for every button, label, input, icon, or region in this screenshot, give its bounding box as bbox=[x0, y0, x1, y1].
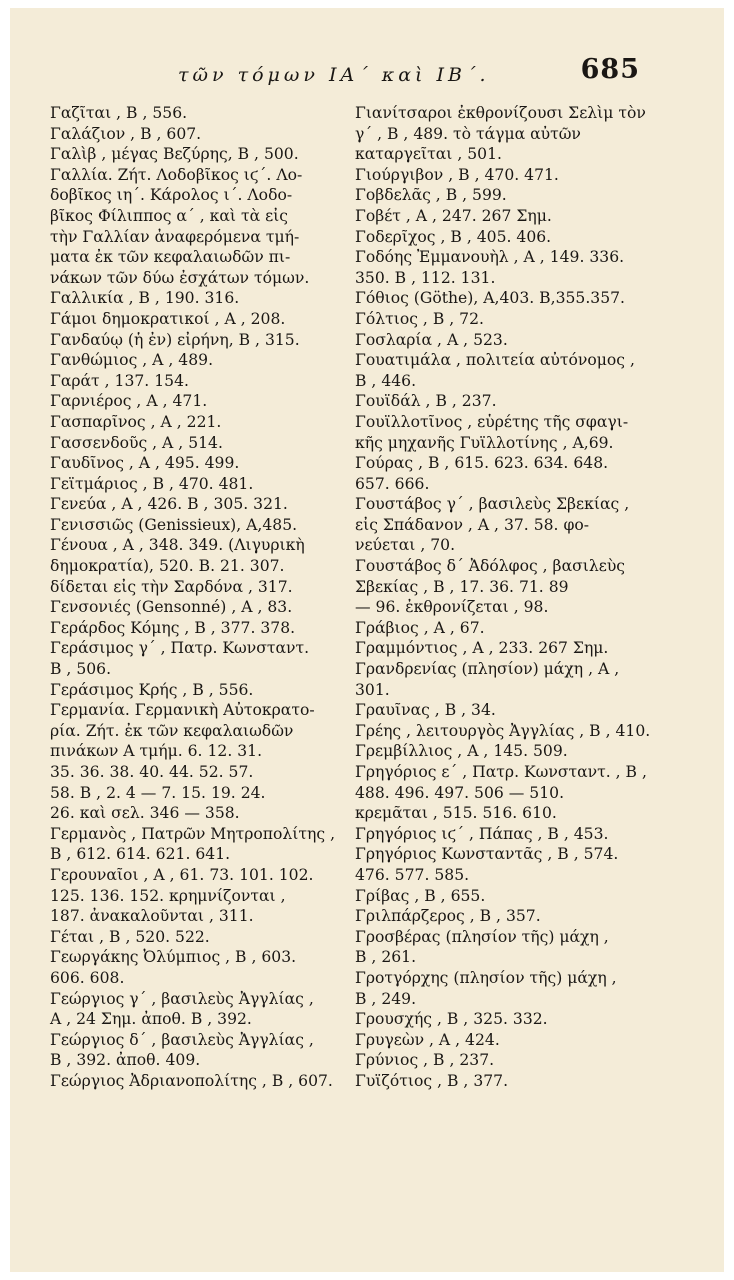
index-entry-line: Γρεμβίλλιος , Α , 145. 509. bbox=[355, 742, 568, 761]
index-entry bbox=[355, 1030, 651, 1051]
index-entry bbox=[50, 350, 350, 371]
index-entry-line: ρία. Ζήτ. ἐκ τῶν κεφαλαιωδῶν bbox=[50, 721, 294, 740]
index-entry-line: Γένουα , Α , 348. 349. (Λιγυρικὴ bbox=[50, 536, 305, 555]
index-entry-line: Γοβέτ , Α , 247. 267 Σημ. bbox=[355, 206, 552, 225]
index-entry bbox=[50, 1071, 350, 1092]
index-entry-line: πινάκων Α τμήμ. 6. 12. 31. bbox=[50, 742, 263, 761]
index-entry bbox=[355, 330, 651, 351]
index-entry-line: Γενισσιῶς (Genissieux), Α,485. bbox=[50, 515, 298, 534]
index-entry-line: κρεμᾶται , 515. 516. 610. bbox=[355, 804, 557, 823]
index-entry bbox=[355, 494, 651, 556]
index-entry bbox=[50, 412, 350, 433]
index-entry-line: εἰς Σπάδανον , Α , 37. 58. φο- bbox=[355, 515, 590, 534]
index-entry-line: Γοδερῖχος , Β , 405. 406. bbox=[355, 227, 552, 246]
index-entry-line: Γροσβέρας (πλησίον τῆς) μάχη , bbox=[355, 927, 609, 946]
index-entry-line: Γεώργιος Ἀδριανοπολίτης , Β , 607. bbox=[50, 1071, 333, 1090]
index-entry-line: Γεράσιμος Κρής , Β , 556. bbox=[50, 680, 254, 699]
index-entry-line: Γυϊζότιος , Β , 377. bbox=[355, 1071, 509, 1090]
index-entry bbox=[50, 638, 350, 679]
index-entry-line: Γιανίτσαροι ἐκθρονίζουσι Σελὶμ τὸν bbox=[355, 104, 646, 122]
index-entry-line: τὴν Γαλλίαν ἀναφερόμενα τμή- bbox=[50, 227, 300, 246]
index-entry-line: Σβεκίας , Β , 17. 36. 71. 89 bbox=[355, 577, 569, 596]
index-entry-line: Γεϊτμάριος , Β , 470. 481. bbox=[50, 474, 254, 493]
index-entry bbox=[50, 927, 350, 948]
index-entry-line: Γόθιος (Göthe), Α,403. Β,355.357. bbox=[355, 289, 626, 308]
index-entry-line: Γοδόης Ἐμμανουὴλ , Α , 149. 336. bbox=[355, 248, 625, 267]
index-entry-line: ματα ἐκ τῶν κεφαλαιωδῶν πι- bbox=[50, 248, 291, 267]
index-entry bbox=[355, 762, 651, 824]
index-entry bbox=[50, 989, 350, 1030]
index-entry-line: Γουϊδάλ , Β , 237. bbox=[355, 392, 497, 411]
index-entry-line: 606. 608. bbox=[50, 968, 125, 987]
index-entry bbox=[355, 700, 651, 721]
index-entry-line: 58. Β , 2. 4 — 7. 15. 19. 24. bbox=[50, 783, 266, 802]
index-entry bbox=[355, 638, 651, 659]
index-entry bbox=[355, 1050, 651, 1071]
index-entry bbox=[50, 680, 350, 701]
index-entry bbox=[50, 309, 350, 330]
index-entry-line: Γεράρδος Κόμης , Β , 377. 378. bbox=[50, 618, 296, 637]
index-entry bbox=[50, 144, 350, 165]
index-entry-line: Γρηγόριος ιϛ΄ , Πάπας , Β , 453. bbox=[355, 824, 609, 843]
index-entry-line: δοβῖκος ιη΄. Κάρολος ι΄. Λοδο- bbox=[50, 186, 293, 205]
index-entry-line: 301. bbox=[355, 680, 390, 699]
index-entry-line: Γραμμόντιος , Α , 233. 267 Σημ. bbox=[355, 639, 609, 658]
index-entry bbox=[50, 371, 350, 392]
index-entry-line: Γρηγόριος Κωνσταντᾶς , Β , 574. bbox=[355, 845, 619, 864]
index-entry bbox=[355, 741, 651, 762]
index-entry bbox=[50, 947, 350, 988]
index-entry bbox=[355, 1071, 651, 1092]
index-entry bbox=[50, 865, 350, 927]
index-entry bbox=[355, 206, 651, 227]
index-entry-line: Γαζῖται , Β , 556. bbox=[50, 104, 188, 122]
index-entry-line: Γαλλία. Ζήτ. Λοδοβῖκος ιϛ΄. Λο- bbox=[50, 165, 303, 184]
index-entry bbox=[50, 103, 350, 124]
index-entry bbox=[355, 927, 651, 968]
index-entry bbox=[50, 288, 350, 309]
index-entry-line: Γεώργιος γ΄ , βασιλεὺς Ἀγγλίας , bbox=[50, 989, 314, 1008]
index-entry bbox=[50, 618, 350, 639]
index-entry-line: Γεωργάκης Ὀλύμπιος , Β , 603. bbox=[50, 948, 297, 967]
index-entry-line: Γρυγεὼν , Α , 424. bbox=[355, 1030, 500, 1049]
index-entry bbox=[50, 330, 350, 351]
index-entry-line: Γραυῖνας , Β , 34. bbox=[355, 701, 496, 720]
index-entry bbox=[50, 474, 350, 495]
page-number: 685 bbox=[580, 54, 640, 85]
index-entry-line: Γερουναῖοι , Α , 61. 73. 101. 102. bbox=[50, 865, 314, 884]
index-entry bbox=[355, 350, 651, 391]
index-entry-line: κῆς μηχανῆς Γυϊλλοτίνης , Α,69. bbox=[355, 433, 614, 452]
index-entry-line: Γουστάβος γ΄ , βασιλεὺς Σβεκίας , bbox=[355, 495, 630, 514]
index-entry-line: Γασσενδοῦς , Α , 514. bbox=[50, 433, 223, 452]
index-entry-line: Β , 446. bbox=[355, 371, 417, 390]
index-entry-line: Γουατιμάλα , πολιτεία αὐτόνομος , bbox=[355, 351, 635, 370]
index-entry-line: Γουστάβος δ΄ Ἀδόλφος , βασιλεὺς bbox=[355, 557, 626, 576]
index-entry bbox=[355, 824, 651, 845]
index-entry-line: Α , 24 Σημ. ἀποθ. Β , 392. bbox=[50, 1010, 252, 1029]
index-entry bbox=[355, 391, 651, 412]
index-entry-line: 350. Β , 112. 131. bbox=[355, 268, 496, 287]
index-entry bbox=[50, 165, 350, 289]
index-entry-line: Β , 261. bbox=[355, 948, 417, 967]
index-entry-line: Γοσλαρία , Α , 523. bbox=[355, 330, 508, 349]
index-entry bbox=[355, 618, 651, 639]
index-entry bbox=[355, 453, 651, 494]
index-entry-line: Γαρνιέρος , Α , 471. bbox=[50, 392, 208, 411]
index-entry bbox=[355, 247, 651, 288]
index-entry-line: νάκων τῶν δύω ἐσχάτων τόμων. bbox=[50, 268, 310, 287]
index-entry bbox=[355, 165, 651, 186]
index-entry-line: Γενσονιές (Gensonné) , Α , 83. bbox=[50, 598, 293, 617]
index-entry bbox=[355, 968, 651, 1009]
index-entry-line: Γούρας , Β , 615. 623. 634. 648. bbox=[355, 454, 609, 473]
index-entry-line: 26. καὶ σελ. 346 — 358. bbox=[50, 804, 240, 823]
index-entry-line: Γρουσχής , Β , 325. 332. bbox=[355, 1010, 548, 1029]
index-entry bbox=[355, 556, 651, 618]
index-entry-line: νεύεται , 70. bbox=[355, 536, 456, 555]
index-column-left bbox=[50, 103, 350, 1092]
index-entry-line: Γροτγόρχης (πλησίον τῆς) μάχη , bbox=[355, 968, 617, 987]
index-entry-line: Γανθώμιος , Α , 489. bbox=[50, 351, 214, 370]
index-entry-line: Β , 392. ἀποθ. 409. bbox=[50, 1051, 201, 1070]
index-entry bbox=[50, 1030, 350, 1071]
index-entry-line: Γεράσιμος γ΄ , Πατρ. Κωνσταντ. bbox=[50, 639, 310, 658]
index-entry-line: Γενεύα , Α , 426. Β , 305. 321. bbox=[50, 495, 288, 514]
index-entry-line: 125. 136. 152. κρημνίζονται , bbox=[50, 886, 286, 905]
index-entry-line: Γερμανὸς , Πατρῶν Μητροπολίτης , bbox=[50, 824, 336, 843]
index-entry-line: Γαλάζιον , Β , 607. bbox=[50, 124, 202, 143]
index-entry-line: Γανδαύῳ (ἡ ἐν) εἰρήνη, Β , 315. bbox=[50, 330, 300, 349]
page-header bbox=[10, 54, 724, 90]
index-entry bbox=[355, 288, 651, 309]
index-entry-line: Γουϊλλοτῖνος , εὑρέτης τῆς σφαγι- bbox=[355, 412, 629, 431]
index-entry bbox=[50, 453, 350, 474]
book-page bbox=[10, 8, 724, 1272]
index-entry-line: Γαλλικία , Β , 190. 316. bbox=[50, 289, 240, 308]
index-entry-line: 187. ἀνακαλοῦνται , 311. bbox=[50, 907, 254, 926]
index-entry-line: Β , 249. bbox=[355, 989, 417, 1008]
index-entry-line: Γαράτ , 137. 154. bbox=[50, 371, 189, 390]
index-entry bbox=[50, 597, 350, 618]
index-entry-line: βῖκος Φίλιππος α΄ , καὶ τὰ εἰς bbox=[50, 206, 289, 225]
index-entry-line: δίδεται εἰς τὴν Σαρδόνα , 317. bbox=[50, 577, 293, 596]
index-entry-line: δημοκρατία), 520. Β. 21. 307. bbox=[50, 557, 285, 576]
index-entry-line: Γερμανία. Γερμανικὴ Αὐτοκρατο- bbox=[50, 701, 315, 720]
index-column-right bbox=[355, 103, 651, 1092]
index-entry-line: Γρέης , λειτουργὸς Ἀγγλίας , Β , 410. bbox=[355, 721, 651, 740]
index-entry-line: Γιούργιβον , Β , 470. 471. bbox=[355, 165, 559, 184]
index-entry-line: Γαυδῖνος , Α , 495. 499. bbox=[50, 454, 240, 473]
index-entry-line: 35. 36. 38. 40. 44. 52. 57. bbox=[50, 763, 254, 781]
index-entry bbox=[355, 906, 651, 927]
index-entry bbox=[355, 185, 651, 206]
index-entry-line: Γριλπάρζερος , Β , 357. bbox=[355, 907, 541, 926]
index-entry-line: Γοβδελᾶς , Β , 599. bbox=[355, 186, 507, 205]
index-entry-line: 476. 577. 585. bbox=[355, 865, 470, 884]
index-entry-line: Γάμοι δημοκρατικοί , Α , 208. bbox=[50, 309, 286, 328]
index-entry-line: Γρηγόριος ε΄ , Πατρ. Κωνσταντ. , Β , bbox=[355, 763, 647, 781]
index-entry bbox=[50, 433, 350, 454]
index-entry-line: γ΄ , Β , 489. τὸ τάγμα αὐτῶν bbox=[355, 124, 581, 143]
index-entry bbox=[355, 886, 651, 907]
index-entry bbox=[50, 515, 350, 536]
index-entry bbox=[355, 721, 651, 742]
index-entry bbox=[50, 124, 350, 145]
index-entry-line: Β , 612. 614. 621. 641. bbox=[50, 845, 231, 864]
index-entry bbox=[50, 700, 350, 824]
index-entry bbox=[355, 844, 651, 885]
index-entry bbox=[50, 391, 350, 412]
index-entry-line: Β , 506. bbox=[50, 660, 112, 679]
index-entry-line: Γεώργιος δ΄ , βασιλεὺς Ἀγγλίας , bbox=[50, 1030, 314, 1049]
running-title: τῶν τόμων ΙΑ΄ καὶ ΙΒ΄. bbox=[178, 64, 490, 86]
index-entry-line: 657. 666. bbox=[355, 474, 430, 493]
index-entry-line: — 96. ἐκθρονίζεται , 98. bbox=[355, 598, 549, 617]
index-entry bbox=[50, 535, 350, 597]
index-entry bbox=[355, 309, 651, 330]
index-entry-line: Γρίβας , Β , 655. bbox=[355, 886, 486, 905]
index-entry bbox=[355, 227, 651, 248]
index-entry bbox=[50, 494, 350, 515]
index-entry bbox=[355, 103, 651, 165]
index-entry-line: καταργεῖται , 501. bbox=[355, 145, 502, 164]
index-entry-line: Γαλὶβ , μέγας Βεζύρης, Β , 500. bbox=[50, 145, 299, 164]
index-entry bbox=[355, 659, 651, 700]
index-entry-line: Γρανδρενίας (πλησίον) μάχη , Α , bbox=[355, 660, 620, 679]
index-entry bbox=[355, 1009, 651, 1030]
index-entry bbox=[50, 824, 350, 865]
index-entry-line: Γέται , Β , 520. 522. bbox=[50, 927, 210, 946]
index-entry-line: Γρύνιος , Β , 237. bbox=[355, 1051, 495, 1070]
index-entry-line: 488. 496. 497. 506 — 510. bbox=[355, 783, 565, 802]
index-entry bbox=[355, 412, 651, 453]
index-entry-line: Γράβιος , Α , 67. bbox=[355, 618, 485, 637]
index-entry-line: Γόλτιος , Β , 72. bbox=[355, 309, 484, 328]
index-entry-line: Γασπαρῖνος , Α , 221. bbox=[50, 412, 222, 431]
